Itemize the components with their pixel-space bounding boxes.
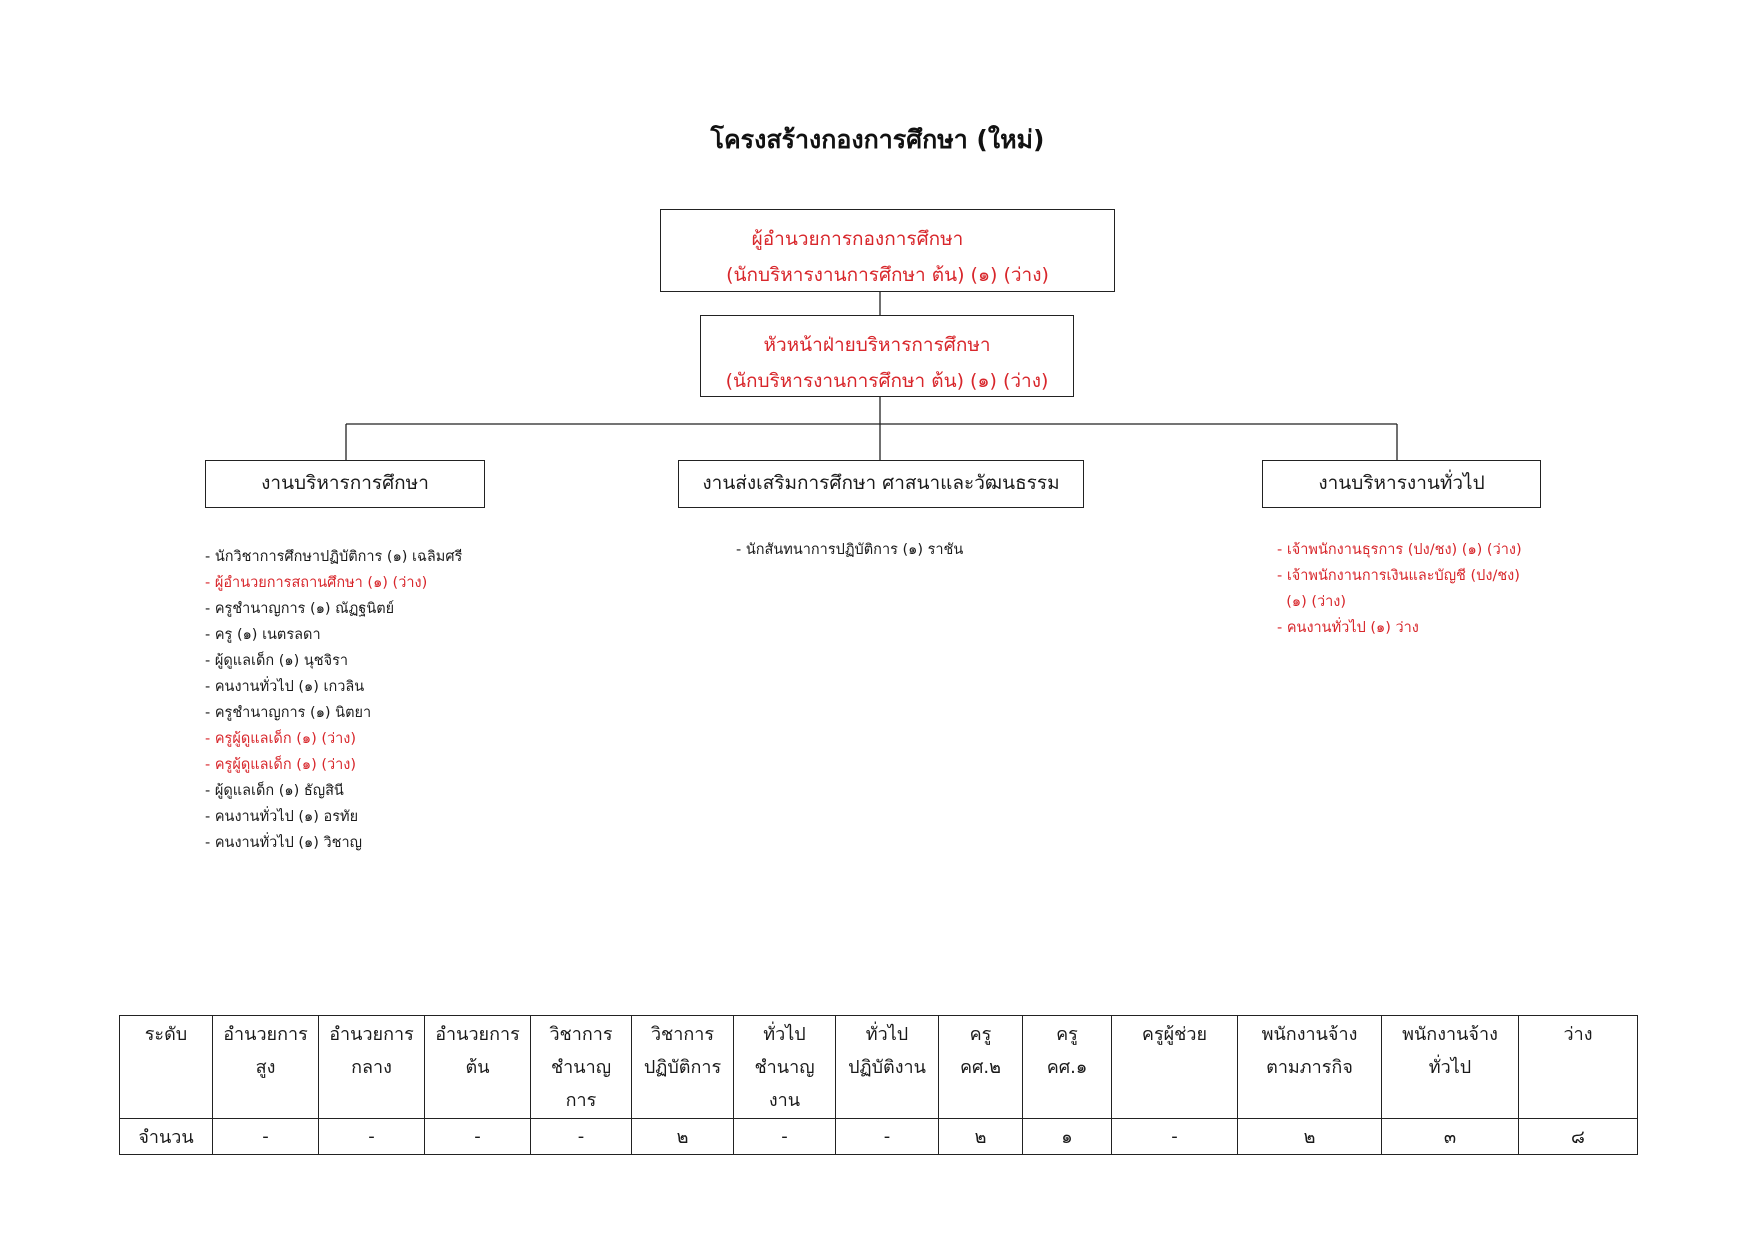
summary-count-cell: - xyxy=(213,1119,319,1155)
staff-item: - ครูผู้ดูแลเด็ก (๑) (ว่าง) xyxy=(205,731,357,747)
section-general-admin-box: งานบริหารงานทั่วไป xyxy=(1262,460,1541,508)
summary-count-cell: - xyxy=(425,1119,531,1155)
division-head-title: หัวหน้าฝ่ายบริหารการศึกษา xyxy=(763,334,991,356)
staff-item: - นักวิชาการศึกษาปฏิบัติการ (๑) เฉลิมศรี xyxy=(205,549,463,565)
summary-column-header-line: พนักงานจ้าง xyxy=(1261,1024,1358,1045)
summary-count-cell: - xyxy=(836,1119,939,1155)
staff-item: - คนงานทั่วไป (๑) วิชาญ xyxy=(205,835,363,851)
division-head-box xyxy=(700,315,1074,397)
division-head-position: (นักบริหารงานการศึกษา ต้น) (๑) (ว่าง) xyxy=(725,370,1049,392)
staff-item: - ครูชำนาญการ (๑) ณัฏฐนิตย์ xyxy=(205,601,395,617)
staff-item: - คนงานทั่วไป (๑) เกวลิน xyxy=(205,679,365,695)
summary-count-cell: - xyxy=(319,1119,425,1155)
staff-item: - คนงานทั่วไป (๑) อรทัย xyxy=(205,809,359,825)
summary-column-header xyxy=(1112,1016,1238,1119)
summary-column-header-line: อำนวยการ xyxy=(223,1024,308,1045)
staff-list-education-promotion xyxy=(736,537,963,563)
summary-column-header-line: กลาง xyxy=(351,1057,392,1078)
staff-item: - นักสันทนาการปฏิบัติการ (๑) ราชัน xyxy=(736,542,964,558)
summary-column-header xyxy=(632,1016,734,1119)
summary-column-header xyxy=(939,1016,1023,1119)
summary-column-header-line: วิชาการ xyxy=(650,1024,715,1045)
summary-column-header-line: ตามภารกิจ xyxy=(1266,1057,1353,1078)
staff-item: - ครูชำนาญการ (๑) นิตยา xyxy=(205,705,372,721)
summary-count-cell: - xyxy=(734,1119,836,1155)
summary-column-header-line: ต้น xyxy=(465,1057,490,1078)
summary-column-header xyxy=(836,1016,939,1119)
summary-count-row xyxy=(120,1119,1638,1155)
summary-column-header-line: สูง xyxy=(255,1057,276,1078)
summary-count-cell: ๒ xyxy=(939,1119,1023,1155)
staff-item: - คนงานทั่วไป (๑) ว่าง xyxy=(1277,620,1419,636)
summary-count-cell: - xyxy=(531,1119,632,1155)
staff-list-general-admin xyxy=(1277,537,1522,641)
section-education-admin-box: งานบริหารการศึกษา xyxy=(205,460,485,508)
summary-column-header-line: อำนวยการ xyxy=(329,1024,414,1045)
director-title: ผู้อำนวยการกองการศึกษา xyxy=(751,228,964,250)
summary-column-header-line: ชำนาญ xyxy=(754,1057,815,1078)
summary-column-header-line: อำนวยการ xyxy=(435,1024,520,1045)
summary-column-header-line: ปฏิบัติการ xyxy=(643,1057,722,1078)
summary-column-header-line: คศ.๑ xyxy=(1046,1057,1088,1078)
summary-column-header-line: ทั่วไป xyxy=(763,1024,806,1045)
summary-column-header xyxy=(531,1016,632,1119)
summary-column-header-line: คศ.๒ xyxy=(959,1057,1002,1078)
summary-count-cell: - xyxy=(1112,1119,1238,1155)
staff-item: - ผู้อำนวยการสถานศึกษา (๑) (ว่าง) xyxy=(205,575,428,591)
summary-column-header-line: ครู xyxy=(969,1024,992,1045)
director-box xyxy=(660,209,1115,292)
summary-column-header xyxy=(1238,1016,1382,1119)
summary-column-header xyxy=(1023,1016,1112,1119)
staff-list-education-admin xyxy=(205,544,462,856)
summary-column-header-line: ครู xyxy=(1056,1024,1078,1045)
staffing-summary-table xyxy=(119,1015,1638,1155)
summary-column-header xyxy=(1519,1016,1638,1119)
summary-column-header-line: งาน xyxy=(768,1090,801,1111)
staff-item: - ผู้ดูแลเด็ก (๑) นุชจิรา xyxy=(205,653,349,669)
summary-column-header-line: ชำนาญ xyxy=(550,1057,612,1078)
summary-column-header-line: วิชาการ xyxy=(549,1024,613,1045)
staff-item: - ผู้ดูแลเด็ก (๑) ธัญสินี xyxy=(205,783,344,799)
summary-column-header xyxy=(213,1016,319,1119)
summary-column-header-line: ครูผู้ช่วย xyxy=(1141,1024,1208,1045)
summary-count-cell: ๘ xyxy=(1519,1119,1638,1155)
director-position: (นักบริหารงานการศึกษา ต้น) (๑) (ว่าง) xyxy=(726,264,1049,286)
summary-count-label: จำนวน xyxy=(120,1119,213,1155)
summary-column-header-line: ทั่วไป xyxy=(1428,1057,1472,1078)
summary-column-header-line: ว่าง xyxy=(1563,1024,1593,1045)
page-title: โครงสร้างกองการศึกษา (ใหม่) xyxy=(710,125,1045,154)
summary-column-header xyxy=(1382,1016,1519,1119)
summary-level-label: ระดับ xyxy=(120,1016,213,1119)
summary-count-cell: ๒ xyxy=(632,1119,734,1155)
staff-item: - เจ้าพนักงานธุรการ (ปง/ชง) (๑) (ว่าง) xyxy=(1277,542,1522,558)
summary-count-cell: ๑ xyxy=(1023,1119,1112,1155)
summary-count-cell: ๒ xyxy=(1238,1119,1382,1155)
summary-column-header-line: การ xyxy=(565,1090,597,1111)
summary-count-cell: ๓ xyxy=(1382,1119,1519,1155)
staff-item: (๑) (ว่าง) xyxy=(1277,594,1347,610)
staff-item: - ครู (๑) เนตรลดา xyxy=(205,627,321,643)
summary-column-header xyxy=(319,1016,425,1119)
summary-column-header-line: ทั่วไป xyxy=(865,1024,909,1045)
summary-column-header xyxy=(734,1016,836,1119)
summary-column-header-line: ปฏิบัติงาน xyxy=(848,1057,926,1078)
summary-header-row xyxy=(120,1016,1638,1119)
section-education-promotion-box: งานส่งเสริมการศึกษา ศาสนาและวัฒนธรรม xyxy=(678,460,1084,508)
staff-item: - เจ้าพนักงานการเงินและบัญชี (ปง/ชง) xyxy=(1277,568,1520,584)
staff-item: - ครูผู้ดูแลเด็ก (๑) (ว่าง) xyxy=(205,757,357,773)
summary-column-header-line: พนักงานจ้าง xyxy=(1402,1024,1498,1045)
summary-column-header xyxy=(425,1016,531,1119)
